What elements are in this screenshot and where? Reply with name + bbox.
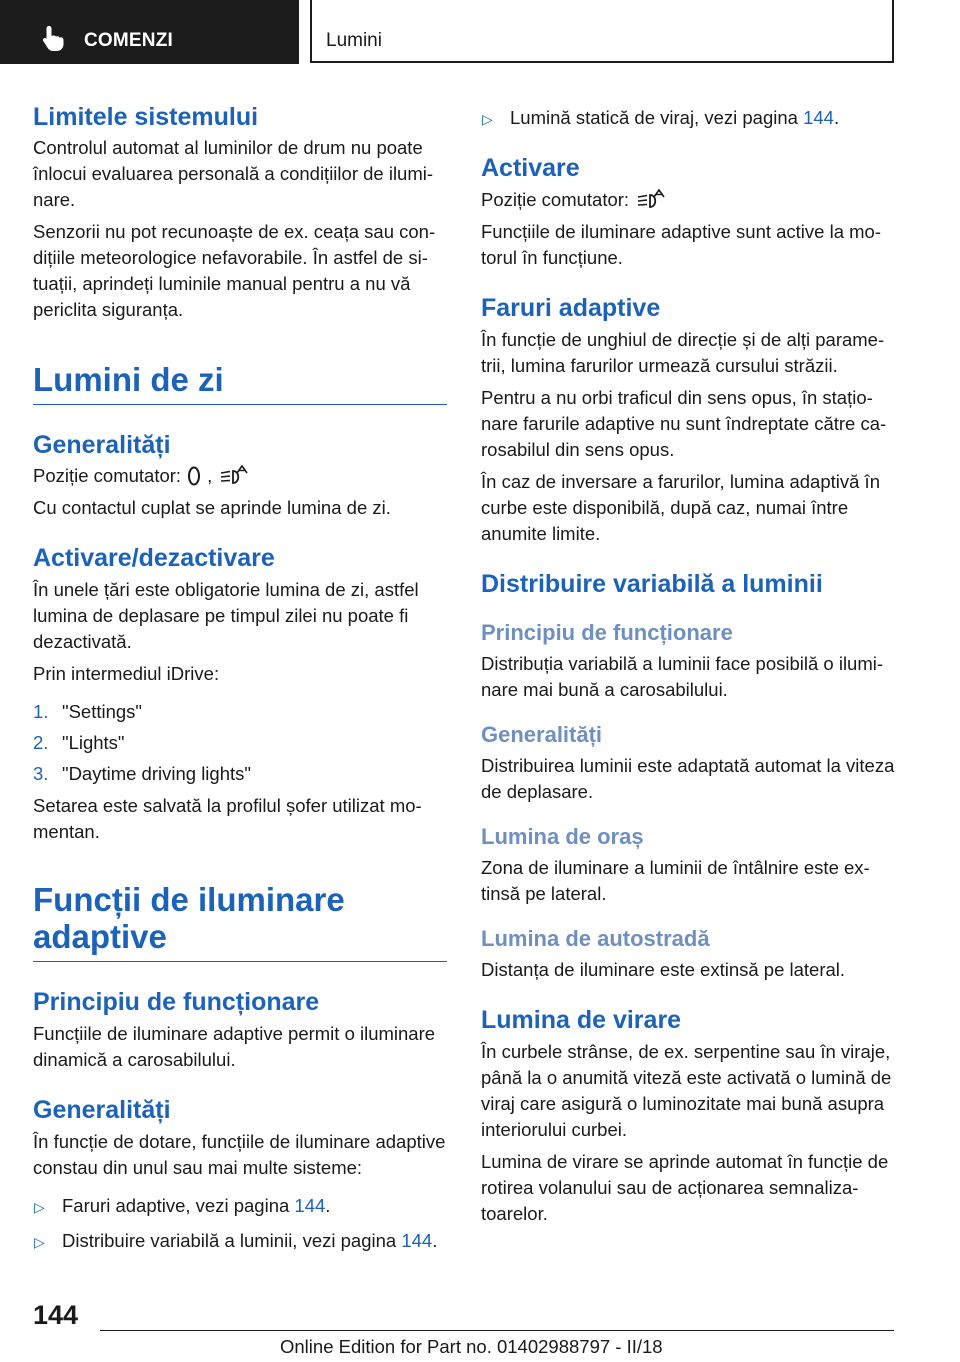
paragraph: Cu contactul cuplat se aprinde lumina de zi.	[33, 497, 391, 518]
switch-position-line	[481, 187, 897, 213]
paragraph: Funcțiile de iluminare adaptive permit o iluminare dinamică a carosabilului.	[33, 1023, 436, 1070]
paragraph: Funcțiile de iluminare adaptive sunt active la motorul în funcțiune.	[481, 221, 882, 268]
auto-headlight-icon	[218, 465, 248, 487]
paragraph: Zona de iluminare a luminii de întâlnire este extinsă pe lateral.	[481, 857, 870, 904]
paragraph: În caz de inversare a farurilor, lumina adaptivă în curbe este disponibilă, după caz, numai între anumite limite.	[481, 471, 880, 544]
heading-activation: Activare	[481, 154, 580, 182]
paragraph: Pentru a nu orbi traficul din sens opus, în staționare farurile adaptive nu sunt îndreptate către carosabilul din sens opus.	[481, 387, 887, 460]
paragraph: Distanța de iluminare este extinsă pe lateral.	[481, 959, 846, 980]
section-header	[310, 0, 894, 63]
triangle-right-icon: ▷	[34, 1199, 45, 1215]
list-item: ▷ Distribuire variabilă a luminii, vezi pagina 144.	[33, 1228, 447, 1254]
adaptive-systems-list-continued	[481, 105, 897, 131]
paragraph: Lumina de virare se aprinde automat în funcție de rotirea volanului sau de acționarea semnalizatoarelor.	[481, 1151, 889, 1224]
page-link[interactable]: 144	[803, 107, 834, 128]
list-item: ▷ Faruri adaptive, vezi pagina 144.	[33, 1193, 447, 1219]
switch-position-label: Poziție comutator:	[33, 465, 182, 486]
paragraph: Distribuția variabilă a luminii face posibilă o iluminare mai bună a carosabilului.	[481, 653, 884, 700]
triangle-right-icon: ▷	[34, 1234, 45, 1250]
heading-rule	[33, 404, 447, 405]
chapter-tab-label: COMENZI	[84, 30, 174, 51]
heading-general: Generalități	[33, 1096, 171, 1124]
heading-adaptive-headlights: Faruri adaptive	[481, 294, 661, 322]
heading-operating-principle: Principiu de funcționare	[33, 988, 320, 1016]
paragraph: În curbele strânse, de ex. serpentine sau în viraje, până la o anumită viteză este activată o lumină de viraj care asigură o luminozitate mai bună asupra interiorului curbei.	[481, 1041, 892, 1140]
subheading-general: Generalități	[481, 722, 603, 747]
paragraph: Setarea este salvată la profilul șofer utilizat momentan.	[33, 795, 422, 842]
hand-pointer-icon	[40, 24, 66, 52]
adaptive-systems-list	[33, 1193, 447, 1254]
heading-system-limits: Limitele sistemului	[33, 103, 259, 131]
page-link[interactable]: 144	[294, 1195, 326, 1216]
left-column	[33, 100, 447, 1254]
heading-cornering-light: Lumina de virare	[481, 1006, 682, 1034]
section-title: Lumini	[326, 30, 382, 51]
paragraph: În unele țări este obligatorie lumina de zi, astfel lumina de deplasare pe timpul zilei nu poate fi dezactivată.	[33, 579, 419, 652]
list-item: ▷ Lumină statică de viraj, vezi pagina 144.	[481, 105, 897, 131]
heading-general: Generalități	[33, 431, 171, 459]
page-link[interactable]: 144	[401, 1230, 433, 1251]
right-column	[481, 100, 897, 1227]
list-item: 2. "Lights"	[33, 732, 125, 753]
paragraph: În funcție de dotare, funcțiile de iluminare adaptive constau din unul sau mai multe sisteme:	[33, 1131, 446, 1178]
idrive-steps	[33, 699, 447, 787]
chapter-tab[interactable]	[0, 0, 299, 64]
switch-position-line	[33, 463, 447, 489]
heading-variable-light-distribution: Distribuire variabilă a luminii	[481, 570, 823, 598]
triangle-right-icon: ▷	[482, 111, 493, 127]
list-item: 1. "Settings"	[33, 701, 142, 722]
list-item: 3. "Daytime driving lights"	[33, 763, 251, 784]
paragraph: Controlul automat al luminilor de drum nu poate înlocui evaluarea personală a condițiilor de iluminare.	[33, 137, 434, 210]
paragraph: În funcție de unghiul de direcție și de alți parametrii, lumina farurilor urmează cursului străzii.	[481, 329, 885, 376]
switch-zero-icon	[187, 465, 201, 487]
heading-rule	[33, 961, 447, 962]
footer-rule	[100, 1330, 894, 1331]
switch-position-separator: ,	[207, 465, 213, 486]
switch-position-label: Poziție comutator:	[481, 189, 630, 210]
heading-daytime-lights: Lumini de zi	[33, 361, 224, 398]
paragraph: Senzorii nu pot recunoaște de ex. ceața sau condițiile meteorologice nefavorabile. În astfel de situații, aprindeți luminile manual pentru a nu vă periclita siguranța.	[33, 221, 436, 320]
paragraph: Prin intermediul iDrive:	[33, 663, 220, 684]
paragraph: Distribuirea luminii este adaptată automat la viteza de deplasare.	[481, 755, 895, 802]
edition-note: Online Edition for Part no. 01402988797 - II/18	[280, 1336, 663, 1357]
heading-adaptive-lighting: Funcții de iluminare adaptive	[33, 881, 345, 955]
page-number: 144	[33, 1300, 79, 1330]
subheading-motorway-light: Lumina de autostradă	[481, 926, 710, 951]
subheading-city-light: Lumina de oraș	[481, 824, 644, 849]
heading-activate-deactivate: Activare/dezactivare	[33, 544, 275, 572]
subheading-operating-principle: Principiu de funcționare	[481, 620, 733, 645]
auto-headlight-icon	[635, 189, 665, 211]
